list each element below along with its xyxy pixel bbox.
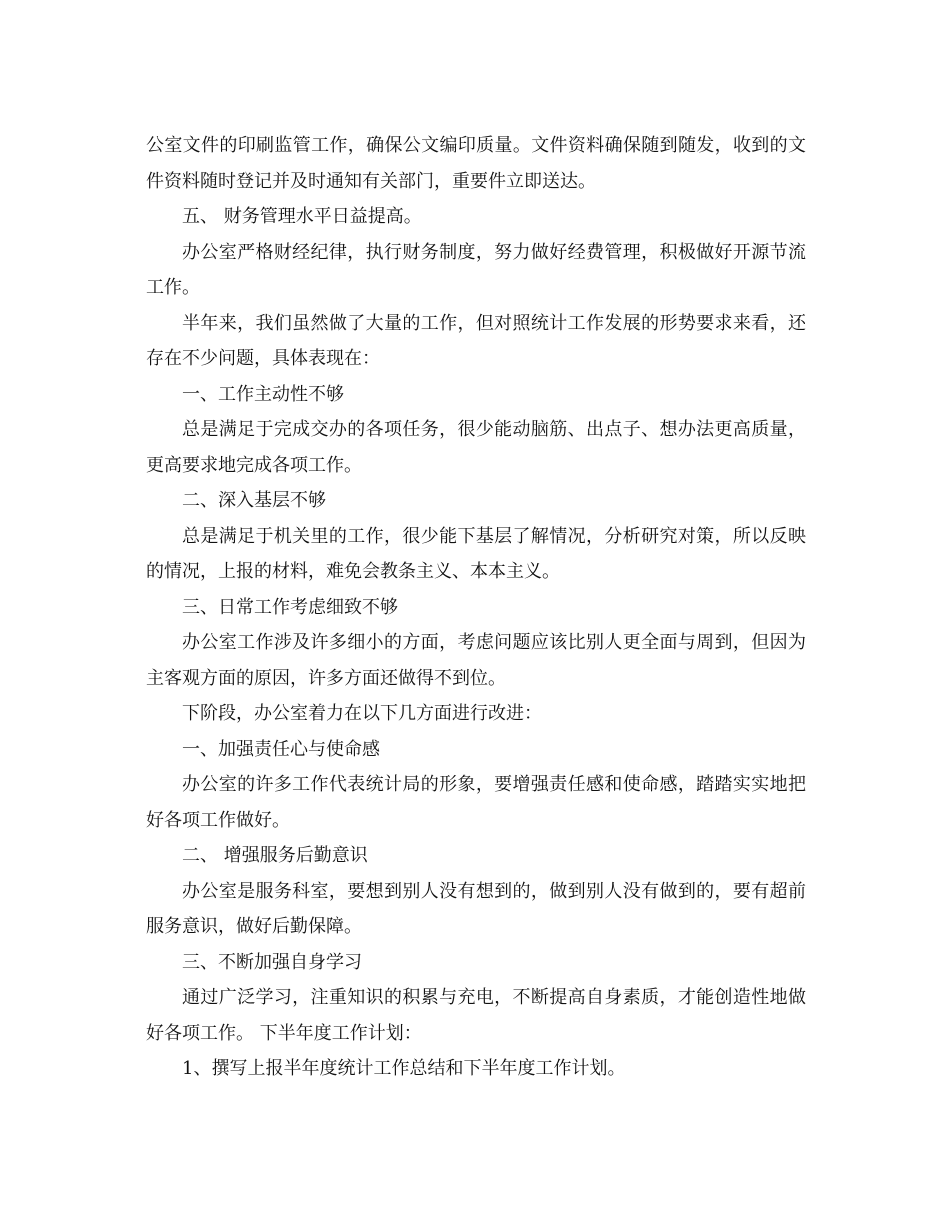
paragraph: 办公室严格财经纪律，执行财务制度，努力做好经费管理，积极做好开源节流工作。 [146,241,806,298]
list-item: 1、撰写上报半年度统计工作总结和下半年度工作计划。 [182,1058,626,1079]
paragraph: 公室文件的印刷监管工作，确保公文编印质量。文件资料确保随到随发，收到的文件资料随时登记并及时通知有关部门，重要件立即送达。 [146,135,806,192]
paragraph: 通过广泛学习，注重知识的积累与充电，不断提高自身素质，才能创造性地做好各项工作。 下半年度工作计划： [146,987,806,1044]
paragraph: 办公室是服务科室，要想到别人没有想到的，做到别人没有做到的，要有超前服务意识，做好后勤保障。 [146,880,806,937]
paragraph: 总是满足于完成交办的各项任务，很少能动脑筋、出点子、想办法更高质量，更高要求地完成各项工作。 [146,419,806,476]
section-heading: 二、 增强服务后勤意识 [182,845,368,866]
section-heading: 三、日常工作考虑细致不够 [182,596,398,618]
paragraph: 办公室的许多工作代表统计局的形象，要增强责任感和使命感，踏踏实实地把好各项工作做好。 [146,774,806,831]
section-heading: 五、 财务管理水平日益提高。 [182,206,422,227]
paragraph: 半年来，我们虽然做了大量的工作，但对照统计工作发展的形势要求来看，还存在不少问题，具体表现在： [146,312,806,369]
section-heading: 一、工作主动性不够 [182,383,344,405]
section-heading: 三、不断加强自身学习 [182,951,362,973]
section-heading: 一、加强责任心与使命感 [182,738,380,760]
paragraph: 办公室工作涉及许多细小的方面，考虑问题应该比别人更全面与周到，但因为主客观方面的原因，许多方面还做得不到位。 [146,632,806,689]
paragraph: 总是满足于机关里的工作，很少能下基层了解情况，分析研究对策，所以反映的情况，上报的材料，难免会教条主义、本本主义。 [146,525,806,582]
document-page [146,128,806,1087]
section-heading: 二、深入基层不够 [182,490,326,511]
paragraph: 下阶段，办公室着力在以下几方面进行改进： [182,703,542,724]
